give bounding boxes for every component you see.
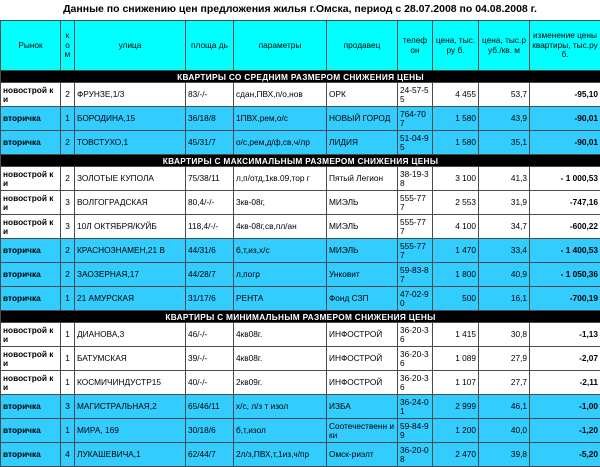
price-change-cell: -90,01 <box>530 107 600 131</box>
rooms-cell: 1 <box>61 347 75 371</box>
seller-cell: ИНФОСТРОЙ <box>327 371 398 395</box>
rooms-cell: 2 <box>61 167 75 191</box>
market-cell: новострой ки <box>1 323 61 347</box>
price-cell: 1 200 <box>433 419 479 443</box>
params-cell: 3кв-08г, <box>234 191 327 215</box>
price-change-cell: - 1 050,36 <box>530 263 600 287</box>
price-sqm-cell: 16,1 <box>479 287 530 311</box>
price-sqm-cell: 31,9 <box>479 191 530 215</box>
params-cell: РЕНТА <box>234 287 327 311</box>
params-cell: 4кв-08г,св,пл/ан <box>234 215 327 239</box>
area-cell: 36/18/8 <box>186 107 234 131</box>
price-change-cell: -1,20 <box>530 419 600 443</box>
price-sqm-cell: 43,9 <box>479 107 530 131</box>
rooms-cell: 1 <box>61 371 75 395</box>
table-row <box>1 83 600 107</box>
seller-cell: ИЗБА <box>327 395 398 419</box>
area-cell: 31/17/6 <box>186 287 234 311</box>
price-sqm-cell: 41,3 <box>479 167 530 191</box>
phone-cell: 36-20-08 <box>398 443 433 467</box>
price-cell: 2 999 <box>433 395 479 419</box>
table-row <box>1 263 600 287</box>
params-cell: б,т,изол <box>234 419 327 443</box>
street-cell: ДИАНОВА,3 <box>75 323 186 347</box>
price-cell: 1 089 <box>433 347 479 371</box>
table-row <box>1 215 600 239</box>
market-cell: вторичка <box>1 419 61 443</box>
price-cell: 4 455 <box>433 83 479 107</box>
price-change-cell: -2,07 <box>530 347 600 371</box>
table-row <box>1 239 600 263</box>
params-cell: сдан,ПВХ,п/о,нов <box>234 83 327 107</box>
area-cell: 80,4/-/- <box>186 191 234 215</box>
header-phone: телеф он <box>398 21 433 71</box>
header-price: цена, тыс.ру б. <box>433 21 479 71</box>
rooms-cell: 3 <box>61 215 75 239</box>
price-cell: 1 470 <box>433 239 479 263</box>
params-cell: 2л/з,ПВХ,т,1из,ч/пр <box>234 443 327 467</box>
price-change-cell: -600,22 <box>530 215 600 239</box>
price-change-cell: -95,10 <box>530 83 600 107</box>
street-cell: МАГИСТРАЛЬНАЯ,2 <box>75 395 186 419</box>
street-cell: ЗОЛОТЫЕ КУПОЛА <box>75 167 186 191</box>
section-title: КВАРТИРЫ С МАКСИМАЛЬНЫМ РАЗМЕРОМ СНИЖЕНИЯ ЦЕНЫ <box>1 155 600 167</box>
price-change-cell: -1,00 <box>530 395 600 419</box>
market-cell: вторичка <box>1 287 61 311</box>
area-cell: 44/31/6 <box>186 239 234 263</box>
market-cell: новострой ки <box>1 167 61 191</box>
market-cell: новострой ки <box>1 371 61 395</box>
params-cell: 4кв08г. <box>234 323 327 347</box>
rooms-cell: 1 <box>61 419 75 443</box>
header-params: параметры <box>234 21 327 71</box>
street-cell: КРАСНОЗНАМЕН,21 В <box>75 239 186 263</box>
table-row <box>1 287 600 311</box>
market-cell: новострой ки <box>1 347 61 371</box>
phone-cell: 36-24-01 <box>398 395 433 419</box>
market-cell: новострой ки <box>1 215 61 239</box>
seller-cell: Соотечественн ики <box>327 419 398 443</box>
phone-cell: 555-777 <box>398 239 433 263</box>
street-cell: 21 АМУРСКАЯ <box>75 287 186 311</box>
header-street: улица <box>75 21 186 71</box>
section-header-row <box>1 155 600 167</box>
phone-cell: 24-57-55 <box>398 83 433 107</box>
price-sqm-cell: 40,9 <box>479 263 530 287</box>
table-row <box>1 395 600 419</box>
price-sqm-cell: 46,1 <box>479 395 530 419</box>
seller-cell: МИЭЛЬ <box>327 239 398 263</box>
table-row <box>1 107 600 131</box>
params-cell: б,т,из,х/с <box>234 239 327 263</box>
street-cell: ЛУКАШЕВИЧА,1 <box>75 443 186 467</box>
table-header-row <box>1 21 600 71</box>
street-cell: БАТУМСКАЯ <box>75 347 186 371</box>
seller-cell: Омск-риэлт <box>327 443 398 467</box>
price-sqm-cell: 30,8 <box>479 323 530 347</box>
area-cell: 65/46/11 <box>186 395 234 419</box>
seller-cell: Фонд СЗП <box>327 287 398 311</box>
market-cell: вторичка <box>1 443 61 467</box>
price-cell: 1 415 <box>433 323 479 347</box>
header-price-sqm: цена, тыс.руб./кв. м <box>479 21 530 71</box>
rooms-cell: 2 <box>61 83 75 107</box>
market-cell: вторичка <box>1 131 61 155</box>
area-cell: 83/-/- <box>186 83 234 107</box>
rooms-cell: 2 <box>61 131 75 155</box>
phone-cell: 36-20-36 <box>398 347 433 371</box>
params-cell: 1ПВХ,рем,о/с <box>234 107 327 131</box>
params-cell: л,погр <box>234 263 327 287</box>
params-cell: о/с,рем,д/ф,св,ч/лр <box>234 131 327 155</box>
params-cell: х/с, л/з т изол <box>234 395 327 419</box>
price-cell: 4 100 <box>433 215 479 239</box>
price-cell: 2 553 <box>433 191 479 215</box>
rooms-cell: 1 <box>61 287 75 311</box>
table-row <box>1 371 600 395</box>
price-sqm-cell: 39,8 <box>479 443 530 467</box>
table-row <box>1 347 600 371</box>
rooms-cell: 4 <box>61 443 75 467</box>
seller-cell: НОВЫЙ ГОРОД <box>327 107 398 131</box>
market-cell: вторичка <box>1 107 61 131</box>
price-cell: 1 800 <box>433 263 479 287</box>
table-row <box>1 131 600 155</box>
seller-cell: МИЭЛЬ <box>327 191 398 215</box>
price-cell: 1 580 <box>433 131 479 155</box>
header-seller: продавец <box>327 21 398 71</box>
price-sqm-cell: 34,7 <box>479 215 530 239</box>
rooms-cell: 1 <box>61 323 75 347</box>
street-cell: ВОЛГОГРАДСКАЯ <box>75 191 186 215</box>
table-row <box>1 419 600 443</box>
price-change-cell: - 1 000,53 <box>530 167 600 191</box>
table-row <box>1 167 600 191</box>
params-cell: л,п/отд,1кв.09,тор г <box>234 167 327 191</box>
area-cell: 30/18/6 <box>186 419 234 443</box>
market-cell: новострой ки <box>1 83 61 107</box>
price-change-cell: - 1 400,53 <box>530 239 600 263</box>
street-cell: БОРОДИНА,15 <box>75 107 186 131</box>
phone-cell: 555-777 <box>398 215 433 239</box>
price-sqm-cell: 35,1 <box>479 131 530 155</box>
price-sqm-cell: 27,7 <box>479 371 530 395</box>
table-row <box>1 443 600 467</box>
section-title: КВАРТИРЫ С МИНИМАЛЬНЫМ РАЗМЕРОМ СНИЖЕНИЯ ЦЕНЫ <box>1 311 600 323</box>
rooms-cell: 1 <box>61 107 75 131</box>
header-market: Рынок <box>1 21 61 71</box>
rooms-cell: 2 <box>61 239 75 263</box>
phone-cell: 59-84-99 <box>398 419 433 443</box>
phone-cell: 36-20-36 <box>398 323 433 347</box>
price-sqm-cell: 40,0 <box>479 419 530 443</box>
price-cell: 3 100 <box>433 167 479 191</box>
section-header-row <box>1 311 600 323</box>
header-rooms: к о м <box>61 21 75 71</box>
seller-cell: МИЭЛЬ <box>327 215 398 239</box>
street-cell: МИРА, 169 <box>75 419 186 443</box>
price-change-cell: -90,01 <box>530 131 600 155</box>
price-cell: 2 470 <box>433 443 479 467</box>
page-title: Данные по снижению цен предложения жилья г.Омска, период с 28.07.2008 по 04.08.2008 г. <box>0 0 600 20</box>
phone-cell: 764-707 <box>398 107 433 131</box>
area-cell: 62/44/7 <box>186 443 234 467</box>
price-cell: 1 107 <box>433 371 479 395</box>
seller-cell: ОРК <box>327 83 398 107</box>
price-change-cell: -700,19 <box>530 287 600 311</box>
market-cell: вторичка <box>1 263 61 287</box>
header-area: площа дь <box>186 21 234 71</box>
area-cell: 39/-/- <box>186 347 234 371</box>
seller-cell: ИНФОСТРОЙ <box>327 347 398 371</box>
street-cell: КОСМИЧИНДУСТР15 <box>75 371 186 395</box>
table-row <box>1 323 600 347</box>
price-sqm-cell: 33,4 <box>479 239 530 263</box>
street-cell: 10Л ОКТЯБРЯ/КУЙБ <box>75 215 186 239</box>
phone-cell: 36-20-36 <box>398 371 433 395</box>
seller-cell: Унковит <box>327 263 398 287</box>
price-change-cell: -1,13 <box>530 323 600 347</box>
market-cell: новострой ки <box>1 191 61 215</box>
rooms-cell: 2 <box>61 263 75 287</box>
phone-cell: 47-02-90 <box>398 287 433 311</box>
header-change: изменение цены квартиры, тыс.руб. <box>530 21 600 71</box>
phone-cell: 59-83-87 <box>398 263 433 287</box>
section-header-row <box>1 71 600 83</box>
area-cell: 75/38/11 <box>186 167 234 191</box>
seller-cell: ЛИДИЯ <box>327 131 398 155</box>
seller-cell: Пятый Легион <box>327 167 398 191</box>
phone-cell: 51-04-95 <box>398 131 433 155</box>
area-cell: 118,4/-/- <box>186 215 234 239</box>
street-cell: ЗАОЗЕРНАЯ,17 <box>75 263 186 287</box>
params-cell: 4кв08г. <box>234 347 327 371</box>
price-sqm-cell: 27,9 <box>479 347 530 371</box>
price-change-cell: -2,11 <box>530 371 600 395</box>
market-cell: вторичка <box>1 395 61 419</box>
rooms-cell: 3 <box>61 191 75 215</box>
market-cell: вторичка <box>1 239 61 263</box>
street-cell: ФРУНЗЕ,1/3 <box>75 83 186 107</box>
rooms-cell: 3 <box>61 395 75 419</box>
price-table <box>0 20 600 467</box>
price-change-cell: -747,16 <box>530 191 600 215</box>
price-change-cell: -5,20 <box>530 443 600 467</box>
table-row <box>1 191 600 215</box>
area-cell: 46/-/- <box>186 323 234 347</box>
area-cell: 40/-/- <box>186 371 234 395</box>
section-title: КВАРТИРЫ СО СРЕДНИМ РАЗМЕРОМ СНИЖЕНИЯ ЦЕНЫ <box>1 71 600 83</box>
street-cell: ТОВСТУХО,1 <box>75 131 186 155</box>
price-cell: 500 <box>433 287 479 311</box>
params-cell: 2кв09г. <box>234 371 327 395</box>
phone-cell: 555-777 <box>398 191 433 215</box>
seller-cell: ИНФОСТРОЙ <box>327 323 398 347</box>
price-sqm-cell: 53,7 <box>479 83 530 107</box>
area-cell: 45/31/7 <box>186 131 234 155</box>
phone-cell: 38-19-38 <box>398 167 433 191</box>
price-cell: 1 580 <box>433 107 479 131</box>
area-cell: 44/28/7 <box>186 263 234 287</box>
